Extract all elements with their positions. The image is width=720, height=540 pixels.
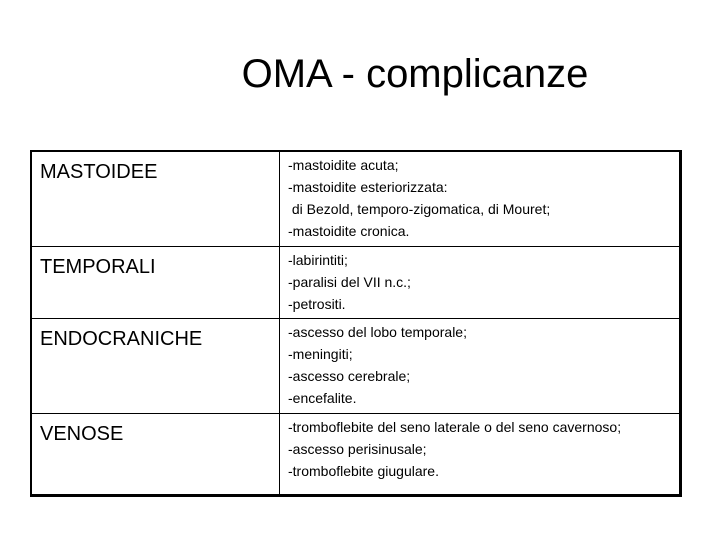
- detail-line: -mastoidite cronica.: [288, 223, 410, 239]
- details-cell: [280, 247, 679, 318]
- detail-line: -mastoidite esteriorizzata:: [288, 179, 448, 195]
- details-cell: [280, 152, 679, 246]
- detail-line: -tromboflebite del seno laterale o del seno cavernoso;: [288, 419, 622, 435]
- table-row-endocraniche: [32, 319, 679, 414]
- detail-line: -ascesso cerebrale;: [288, 368, 411, 384]
- category-cell: MASTOIDEE: [32, 152, 280, 246]
- detail-line: -encefalite.: [288, 390, 357, 406]
- complications-table: [30, 150, 682, 497]
- category-cell: ENDOCRANICHE: [32, 319, 280, 413]
- category-cell: TEMPORALI: [32, 247, 280, 318]
- details-cell: [280, 414, 679, 494]
- detail-line: -ascesso del lobo temporale;: [288, 324, 467, 340]
- detail-line: -tromboflebite giugulare.: [288, 463, 439, 479]
- table-row-temporali: [32, 247, 679, 319]
- slide-title: OMA - complicanze: [241, 52, 589, 96]
- details-cell: [280, 319, 679, 413]
- detail-line: -mastoidite acuta;: [288, 157, 399, 173]
- detail-line: -labirintiti;: [288, 252, 348, 268]
- table-row-mastoidee: [32, 152, 679, 247]
- detail-line: di Bezold, temporo-zigomatica, di Mouret;: [288, 201, 551, 217]
- detail-line: -meningiti;: [288, 346, 353, 362]
- detail-line: -paralisi del VII n.c.;: [288, 274, 411, 290]
- table-row-venose: [32, 414, 679, 494]
- detail-line: -ascesso perisinusale;: [288, 441, 427, 457]
- detail-line: -petrositi.: [288, 296, 346, 312]
- category-cell: VENOSE: [32, 414, 280, 494]
